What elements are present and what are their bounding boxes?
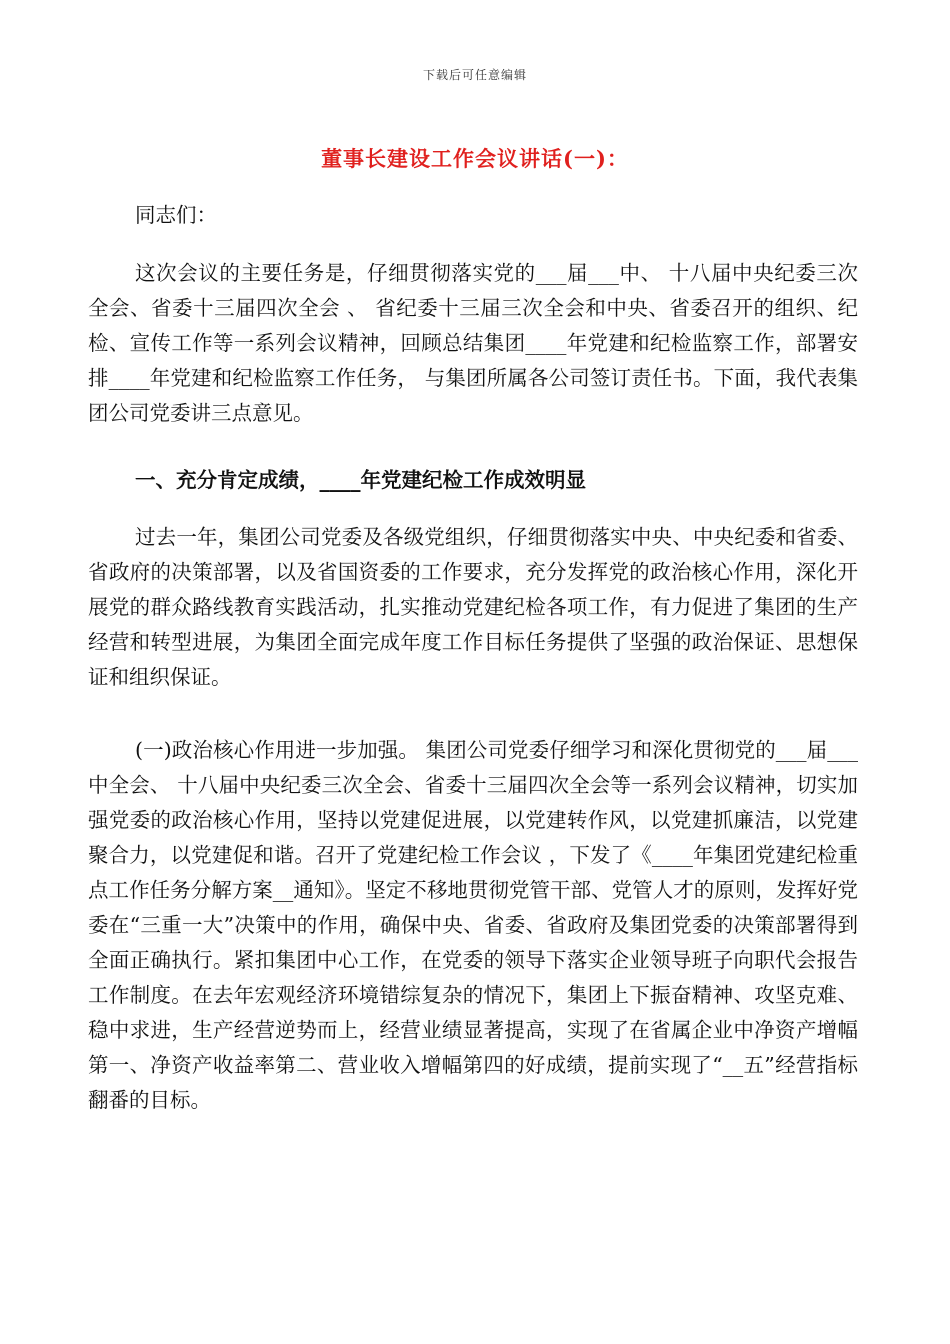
paragraph-political-core: (一)政治核心作用进一步加强。 集团公司党委仔细学习和深化贯彻党的___届___中全会、 十八届中央纪委三次全会、省委十三届四次全会等一系列会议精神，切实加强党委的政治核心作用，坚持以党建促进展，以党建转作风，以党建抓廉洁，以党建聚合力，以党建促和谐。召开了党建纪检工作会议 ，下发了《____年集团党建纪检重点工作任务分解方案__通知》。坚定不移地贯彻党管干部、党管人才的原则，发挥好党委在“三重一大”决策中的作用，确保中央、省委、省政府及集团党委的决策部署得到全面正确执行。紧扣集团中心工作，在党委的领导下落实企业领导班子向职代会报告工作制度。在去年宏观经济环境错综复杂的情况下，集团上下振奋精神、攻坚克难、稳中求进，生产经营逆势而上，经营业绩显著提高，实现了在省属企业中净资产增幅第一、净资产收益率第二、营业收入增幅第四的好成绩，提前实现了“__五”经营指标翻番的目标。 <box>88 738 858 1112</box>
document-title: 董事长建设工作会议讲话(一)： <box>321 146 629 171</box>
paragraph-achievements: 过去一年，集团公司党委及各级党组织，仔细贯彻落实中央、中央纪委和省委、省政府的决策部署，以及省国资委的工作要求，充分发挥党的政治核心作用，深化开展党的群众路线教育实践活动，扎实推动党建纪检各项工作，有力促进了集团的生产经营和转型进展，为集团全面完成年度工作目标任务提供了坚强的政治保证、思想保证和组织保证。 <box>88 525 858 689</box>
paragraph-intro: 这次会议的主要任务是，仔细贯彻落实党的___届___中、 十八届中央纪委三次全会、省委十三届四次全会 、 省纪委十三届三次全会和中央、省委召开的组织、纪检、宣传工作等一系列会议精神，回顾总结集团____年党建和纪检监察工作，部署安排____年党建和纪检监察工作任务， 与集团所属各公司签订责任书。下面，我代表集团公司党委讲三点意见。 <box>88 261 858 425</box>
section-heading-1: 一、充分肯定成绩，____年党建纪检工作成效明显 <box>135 468 586 492</box>
header-note: 下载后可任意编辑 <box>422 68 527 82</box>
greeting: 同志们： <box>135 203 217 227</box>
